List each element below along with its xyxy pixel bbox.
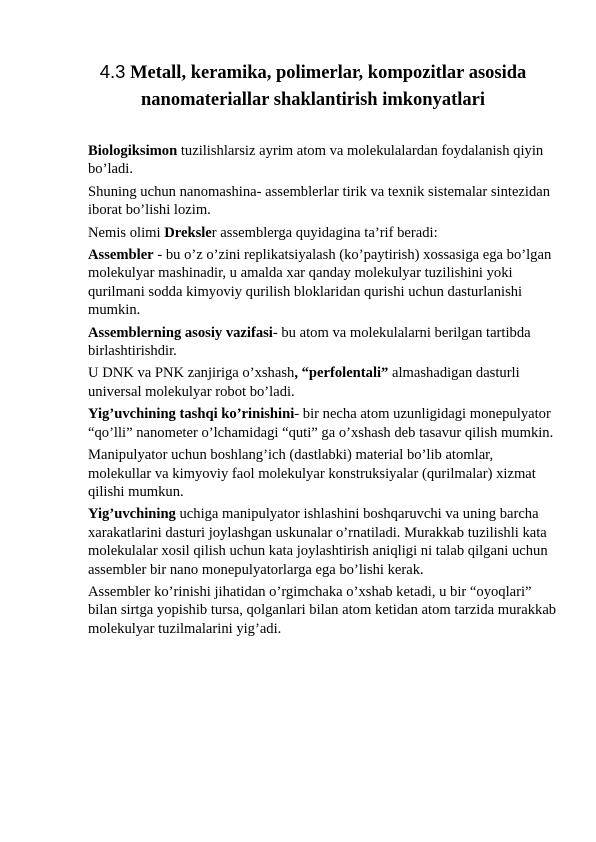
paragraph-4-text: - bu o’z o’zini replikatsiyalash (ko’paytirish) xossasiga ega bo’lgan molekulyar mashinadir, u amalda xar qanday molekulyar tuzilishini yoki qurilmani sodda kimyoviy qurilish bloklaridan qurishi uchun dasturlanishi mumkin. — [88, 247, 552, 319]
term-perfolentali: , “perfolentali” — [294, 365, 389, 382]
paragraph-9 — [88, 505, 558, 579]
paragraph-2: Shuning uchun nanomashina- assemblerlar tirik va texnik sistemalar sintezidan iborat bo’lishi lozim. — [88, 183, 551, 219]
paragraph-6 — [88, 364, 558, 401]
title-line-1 — [70, 58, 556, 87]
paragraph-5 — [88, 324, 558, 361]
title-line-2: nanomateriallar shaklantirish imkonyatlari — [141, 90, 485, 110]
paragraph-10: Assembler ko’rinishi jihatidan o’rgimchaka o’xshab ketadi, u bir “oyoqlari” bilan sirtga yopishib tursa, qolganlari bilan atom ketidan atom tarzida murakkab molekulyar tuzilmalarini yig’adi. — [88, 583, 557, 637]
term-yiguvchining: Yig’uvchining — [88, 506, 176, 523]
body-text — [88, 142, 558, 642]
term-drexler: Dreksle — [164, 224, 212, 241]
paragraph-4 — [88, 246, 558, 320]
term-assembler-task: Assemblerning asosiy vazifasi — [88, 324, 273, 341]
paragraph-3-post: r assemblerga quyidagina ta’rif beradi: — [211, 224, 438, 241]
paragraph-8: Manipulyator uchun boshlang’ich (dastlabki) material bo’lib atomlar, molekullar va kimyoviy faol molekulyar konstruksiyalar (qurilmalar) xizmat qilishi mumkun. — [88, 447, 536, 500]
paragraph-6-pre: U DNK va PNK zanjiriga o’xshash — [88, 365, 295, 382]
paragraph-7 — [88, 405, 558, 442]
paragraph-1-text: tuzilishlarsiz ayrim atom va molekulalardan foydalanish qiyin bo’ladi. — [88, 143, 544, 178]
paragraph-5-text: - bu atom va molekulalarni berilgan tartibda birlashtirishdir. — [88, 324, 531, 360]
term-assembler: Assembler — [88, 247, 154, 264]
term-external-view: Yig’uvchining tashqi ko’rinishini — [88, 406, 295, 423]
paragraph-7-text: - bir necha atom uzunligidagi monepulyator “qo’lli” nanometer o’lchamidagi “quti” ga o’xshash deb tasavur qilish mumkin. — [88, 406, 554, 441]
paragraph-1 — [88, 142, 558, 179]
paragraph-9-text: uchiga manipulyator ishlashini boshqaruvchi va uning barcha xarakatlarini dasturi joylashgan uskunalar o’rnatiladi. Murakkab tuzilishli kata molekulalar xosil qilish uchun kata joylashtirish aniqligi ni talab qilgani uchun assembler bir nano monepulyatorlarga ega bo’lishi kerak. — [88, 506, 548, 578]
term-biologiksimon: Biologiksimon — [88, 143, 178, 159]
section-title — [70, 58, 556, 114]
section-number: 4.3 — [99, 61, 126, 82]
paragraph-6-post: almashadigan dasturli universal molekulyar robot bo’ladi. — [88, 365, 520, 400]
paragraph-3-pre: Nemis olimi — [88, 224, 165, 241]
paragraph-3 — [88, 224, 558, 242]
title-line-1-text: Metall, keramika, polimerlar, kompozitlar asosida — [130, 63, 527, 83]
